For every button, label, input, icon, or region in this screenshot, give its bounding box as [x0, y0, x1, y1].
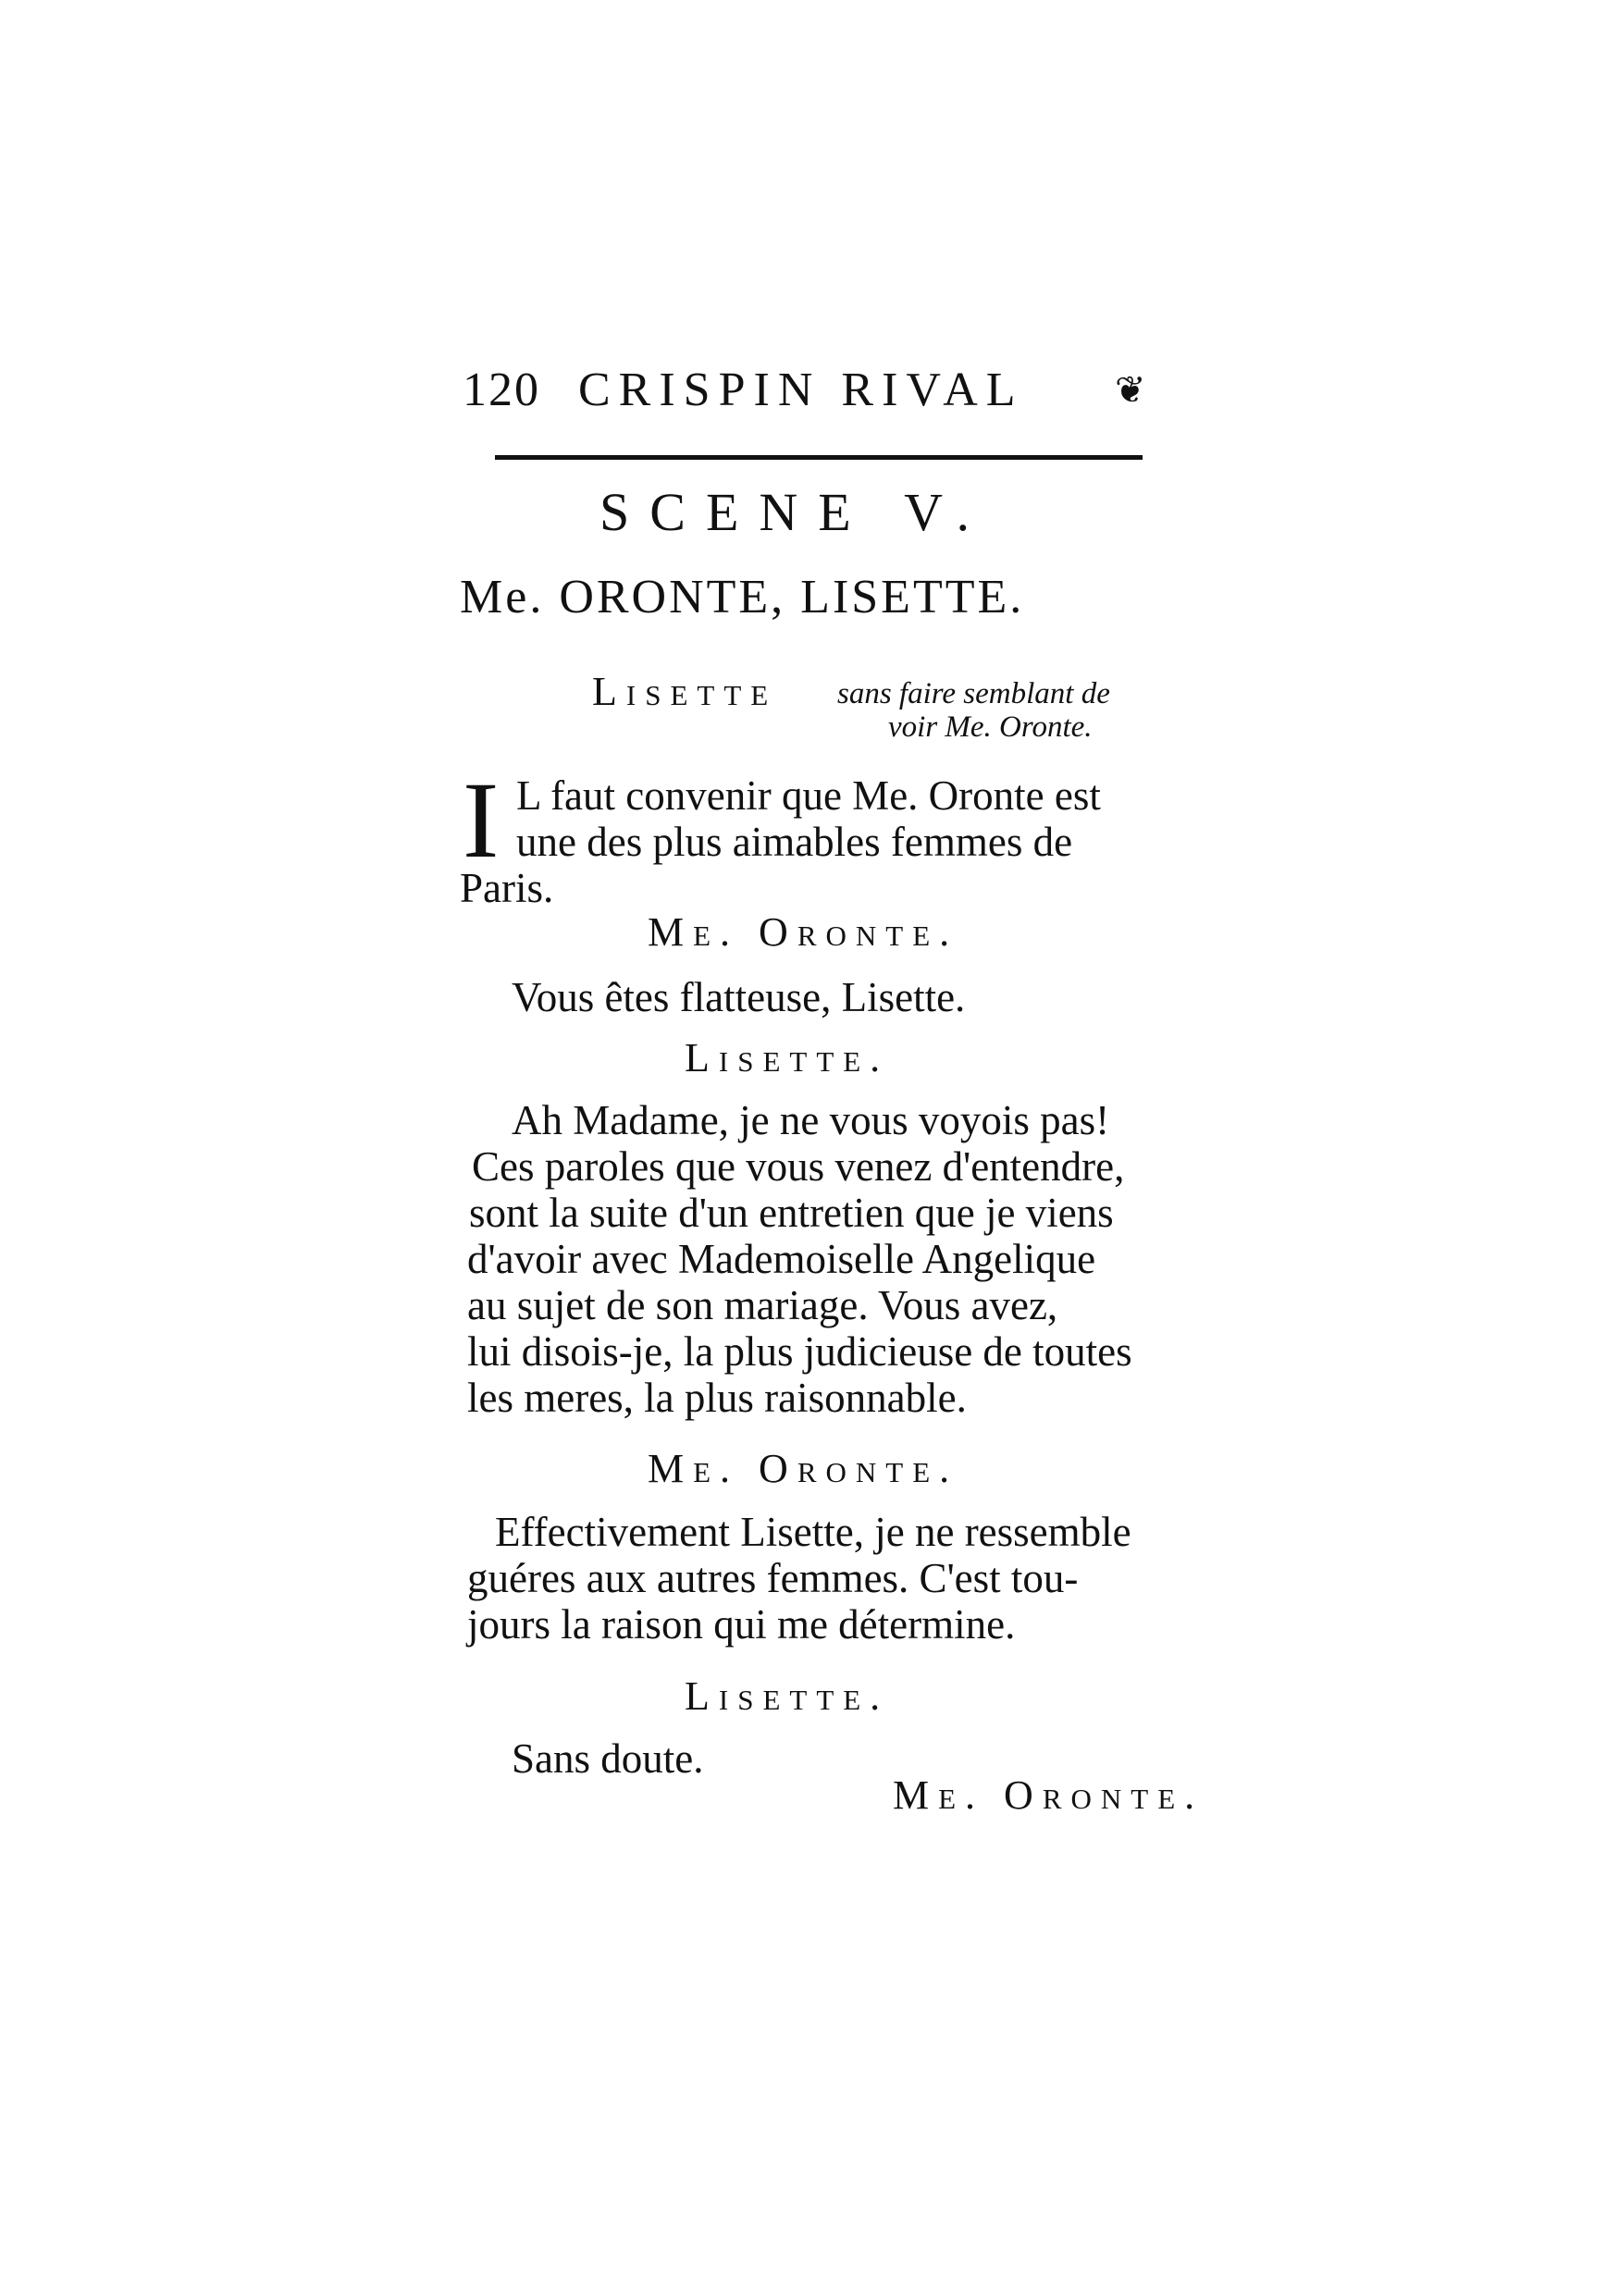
- speech-line: au sujet de son mariage. Vous avez,: [467, 1282, 1058, 1328]
- speech-line: Ah Madame, je ne vous voyois pas!: [512, 1097, 1110, 1143]
- speech-line: L faut convenir que Me. Oronte est: [516, 772, 1101, 819]
- fleuron-ornament-icon: ❦: [1115, 369, 1146, 411]
- scene-title: SCENE V.: [599, 482, 991, 542]
- stage-direction: sans faire semblant de: [837, 677, 1110, 710]
- speaker-name: Lisette.: [685, 1035, 890, 1080]
- drop-cap: I: [463, 759, 500, 881]
- speech-line: les meres, la plus raisonnable.: [467, 1375, 967, 1421]
- speech-line: sont la suite d'un entretien que je viens: [469, 1190, 1114, 1236]
- page-number: 120: [463, 364, 540, 416]
- speech-line: lui disois-je, la plus judicieuse de toutes: [467, 1328, 1132, 1375]
- speech-line: Effectivement Lisette, je ne ressemble: [495, 1509, 1131, 1555]
- speech-line: Sans doute.: [512, 1735, 704, 1782]
- speech-line: une des plus aimables femmes de: [516, 819, 1073, 865]
- speech-line: guéres aux autres femmes. C'est tou-: [467, 1555, 1079, 1601]
- catchword-speaker: Me. Oronte.: [893, 1772, 1205, 1818]
- running-title: CRISPIN RIVAL: [578, 364, 1024, 416]
- speech-line: Ces paroles que vous venez d'entendre,: [472, 1143, 1125, 1190]
- speech-line: Vous êtes flatteuse, Lisette.: [512, 974, 966, 1020]
- speaker-name: Lisette: [592, 669, 778, 714]
- speech-line: jours la raison qui me détermine.: [467, 1601, 1016, 1648]
- scene-characters: Me. ORONTE, LISETTE.: [460, 571, 1025, 623]
- stage-direction: voir Me. Oronte.: [888, 710, 1093, 744]
- speaker-name-text: Me. Oronte.: [648, 909, 959, 955]
- speech-line: d'avoir avec Mademoiselle Angelique: [467, 1236, 1096, 1282]
- speaker-name: Lisette.: [685, 1673, 890, 1719]
- speaker-name: Me. Oronte.: [648, 1446, 959, 1491]
- header-rule: [495, 455, 1143, 460]
- speaker-name: [648, 908, 958, 956]
- speech-line: Paris.: [460, 865, 554, 911]
